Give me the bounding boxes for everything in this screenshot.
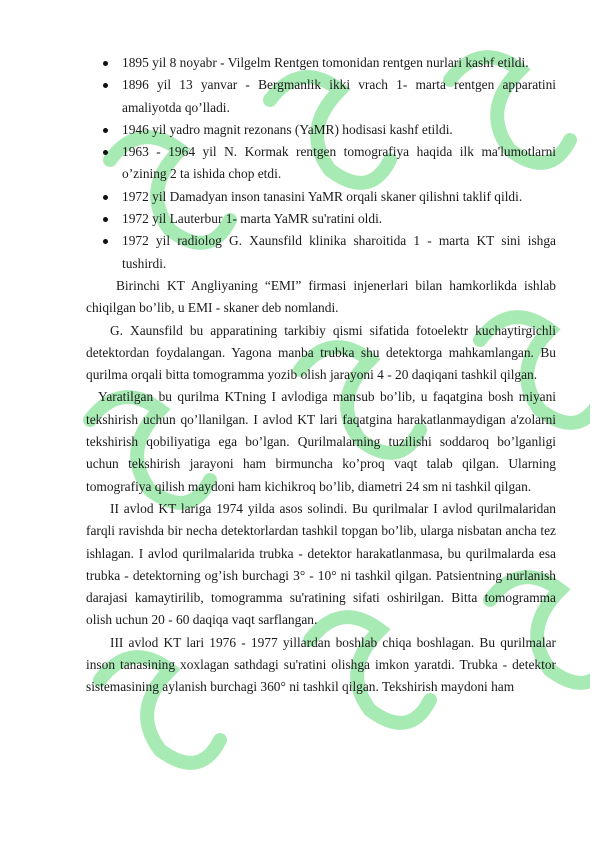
paragraph: II avlod KT lariga 1974 yilda asos solindi. Bu qurilmalar I avlod qurilmalaridan farqli ravishda bir necha detektorlardan tashkil topgan bo’lib, ularga nisbatan ancha tez ishlagan. I avlod qurilmalarida trubka - detektor harakatlanmasa, bu qurilmalarda esa trubka - detektorning og’ish burchagi 3° - 10° ni tashkil qilgan. Patsientning nurlanish darajasi kamaytirilib, tomogramma su'ratining sifati oshirilgan. Bitta tomogramma olish uchun 20 - 60 daqiqa vaqt sarflangan.: [86, 500, 556, 628]
bullet-icon: [103, 217, 108, 222]
bullet-icon: [103, 150, 108, 155]
bullet-icon: [103, 239, 108, 244]
list-item: [86, 208, 556, 230]
bullet-text: 1972 yil Lauterbur 1- marta YaMR su'ratini oldi.: [122, 211, 383, 227]
list-item: [86, 141, 556, 186]
list-item: [86, 119, 556, 141]
paragraph: III avlod KT lari 1976 - 1977 yillardan boshlab chiqa boshlagan. Bu qurilmalar inson tanasining xoxlagan sathdagi su'ratini olishga imkon yaratdi. Trubka - detektor sistemasining aylanish burchagi 360° ni tashkil qilgan. Tekshirish maydoni ham: [86, 634, 556, 695]
list-item: [86, 74, 556, 119]
bullet-text: 1972 yil Damadyan inson tanasini YaMR orqali skaner qilishni taklif qildi.: [122, 188, 523, 204]
list-item: [86, 230, 556, 275]
bullet-text: 1963 - 1964 yil N. Kormak rentgen tomografiya haqida ilk ma'lumotlarni o’zining 2 ta ishida chop etdi.: [122, 144, 556, 182]
bullet-icon: [103, 128, 108, 133]
bullet-text: 1946 yil yadro magnit rezonans (YaMR) hodisasi kashf etildi.: [122, 121, 453, 137]
paragraph: Birinchi KT Angliyaning “EMI” firmasi injenerlari bilan hamkorlikda ishlab chiqilgan bo’lib, u EMI - skaner deb nomlandi.: [86, 277, 556, 316]
paragraph: Yaratilgan bu qurilma KTning I avlodiga mansub bo’lib, u faqatgina bosh miyani tekshirish uchun qo’llanilgan. I avlod KT lari faqatgina harakatlanmaydigan a'zolarni tekshirish qobiliyatiga ega bo’lgan. Qurilmalarning tuzilishi soddaroq bo’lganligi uchun tekshirish jarayoni ham birmuncha ko’proq vaqt talab qilgan. Ularning tomografiya qilish maydoni ham kichikroq bo’lib, diametri 24 sm ni tashkil qilgan.: [86, 389, 556, 494]
paragraph: G. Xaunsfild bu apparatining tarkibiy qismi sifatida fotoelektr kuchaytirgichli detektordan foydalangan. Yagona manba trubka shu detektorga mahkamlangan. Bu qurilma orqali bitta tomogramma yozib olish jarayoni 4 - 20 daqiqani tashkil qilgan.: [86, 322, 556, 383]
document-page: [86, 52, 556, 699]
list-item: [86, 52, 556, 74]
list-item: [86, 186, 556, 208]
bullet-icon: [103, 61, 108, 66]
bullet-text: 1895 yil 8 noyabr - Vilgelm Rentgen tomonidan rentgen nurlari kashf etildi.: [122, 55, 529, 70]
history-bullet-list: [86, 52, 556, 275]
bullet-icon: [103, 195, 108, 200]
bullet-icon: [103, 83, 108, 88]
bullet-text: 1972 yil radiolog G. Xaunsfild klinika sharoitida 1 - marta KT sini ishga tushirdi.: [122, 233, 556, 271]
bullet-text: 1896 yil 13 yanvar - Bergmanlik ikki vrach 1- marta rentgen apparatini amaliyotda qo’lladi.: [122, 77, 556, 115]
